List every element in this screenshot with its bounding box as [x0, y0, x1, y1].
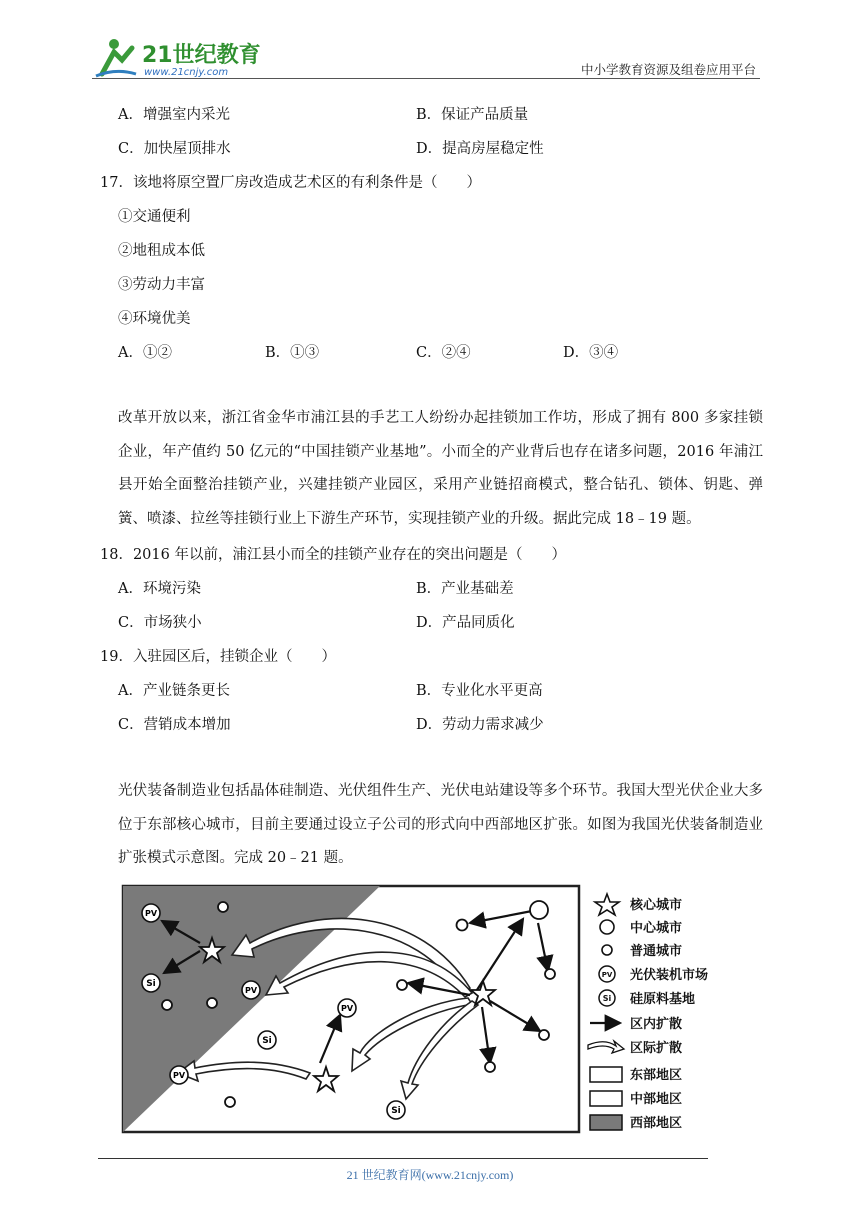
- footer-text: 21 世纪教育网(www.21cnjy.com): [346, 1168, 514, 1182]
- svg-text:Si: Si: [391, 1106, 401, 1116]
- q19-option-c: C．营销成本增加: [118, 717, 231, 733]
- q17-option-a: A．①②: [118, 345, 172, 361]
- logo: [92, 34, 262, 80]
- logo-url: www.21cnjy.com: [144, 67, 229, 78]
- svg-text:PV: PV: [340, 1004, 354, 1013]
- q18-option-d: D．产品同质化: [416, 615, 515, 631]
- legend-west: 西部地区: [630, 1116, 683, 1131]
- legend-inter-region: 区际扩散: [630, 1041, 683, 1056]
- q17-option-c: C．②④: [416, 345, 471, 361]
- legend-core-city: 核心城市: [630, 898, 683, 913]
- legend-east: 东部地区: [630, 1068, 683, 1083]
- header-platform-text: 中小学教育资源及组卷应用平台: [580, 62, 756, 77]
- q18-option-b: B．产业基础差: [416, 581, 514, 597]
- svg-text:PV: PV: [172, 1071, 186, 1080]
- q19-option-d: D．劳动力需求减少: [416, 717, 544, 733]
- q17-item-1: ①交通便利: [118, 209, 191, 225]
- q18-option-c: C．市场狭小: [118, 615, 202, 631]
- q17-stem: 17．该地将原空置厂房改造成艺术区的有利条件是（ ）: [100, 175, 481, 191]
- footer-divider: [98, 1158, 708, 1159]
- q18-option-a: A．环境污染: [118, 581, 201, 597]
- q16-option-b: B．保证产品质量: [416, 107, 529, 123]
- q16-option-d: D．提高房屋稳定性: [416, 141, 544, 157]
- q16-option-a: A．增强室内采光: [118, 107, 230, 123]
- logo-graphic: [92, 34, 262, 80]
- q17-option-b: B．①③: [265, 345, 320, 361]
- svg-text:PV: PV: [601, 971, 613, 979]
- legend: [588, 894, 708, 1131]
- logo-text: 21世纪教育: [142, 43, 261, 68]
- passage-lock-industry: 改革开放以来，浙江省金华市浦江县的手艺工人纷纷办起挂锁加工作坊，形成了拥有 800 多家挂锁企业，年产值约 50 亿元的“中国挂锁产业基地”。小而全的产业背后也存在诸多问题，2016 年浦江县开始全面整治挂锁产业，兴建挂锁产业园区，采用产业链招商模式，整合钻孔、锁体、钥匙、弹簧、喷漆、拉丝等挂锁行业上下游生产环节，实现挂锁产业的升级。据此完成 18﹣19 题。: [118, 410, 763, 527]
- q17-item-3: ③劳动力丰富: [118, 277, 205, 293]
- q19-option-b: B．专业化水平更高: [416, 683, 543, 699]
- q16-option-c: C．加快屋顶排水: [118, 141, 231, 157]
- legend-central: 中部地区: [630, 1092, 683, 1107]
- legend-ordinary-city: 普通城市: [630, 944, 683, 959]
- svg-text:Si: Si: [146, 979, 156, 989]
- svg-text:Si: Si: [602, 994, 612, 1003]
- legend-si-base: 硅原料基地: [630, 992, 696, 1007]
- svg-text:PV: PV: [144, 909, 158, 918]
- q18-stem: 18．2016 年以前，浦江县小而全的挂锁产业存在的突出问题是（ ）: [100, 547, 566, 563]
- q17-item-4: ④环境优美: [118, 311, 191, 327]
- q17-option-d: D．③④: [563, 345, 619, 361]
- pv-expansion-diagram: [120, 883, 720, 1135]
- header-divider: [92, 78, 760, 79]
- passage-photovoltaic: 光伏装备制造业包括晶体硅制造、光伏组件生产、光伏电站建设等多个环节。我国大型光伏企业大多位于东部核心城市，目前主要通过设立子公司的形式向中西部地区扩张。如图为我国光伏装备制造业扩张模式示意图。完成 20﹣21 题。: [118, 783, 763, 867]
- svg-text:Si: Si: [262, 1036, 272, 1046]
- legend-pv-market: 光伏装机市场: [630, 968, 709, 983]
- legend-intra-region: 区内扩散: [630, 1017, 683, 1032]
- q19-stem: 19．入驻园区后，挂锁企业（ ）: [100, 649, 336, 665]
- legend-central-city: 中心城市: [630, 921, 683, 936]
- q17-item-2: ②地租成本低: [118, 243, 205, 259]
- svg-text:PV: PV: [244, 986, 258, 995]
- q19-option-a: A．产业链条更长: [118, 683, 230, 699]
